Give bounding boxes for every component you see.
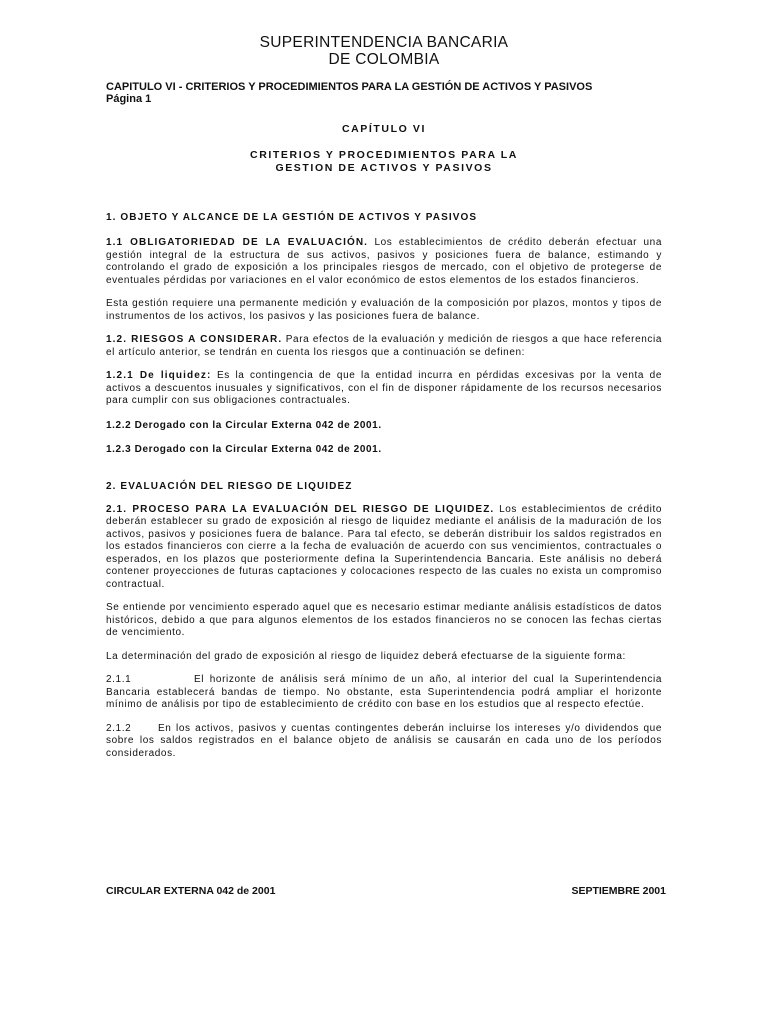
section-1-2-2-derogated: 1.2.2 Derogado con la Circular Externa 042 de 2001.	[106, 419, 382, 431]
section-2-1-paragraph-2: Se entiende por vencimiento esperado aquel que es necesario estimar mediante análisis estadísticos de datos históricos, debido a que para algunos elementos de los estados financieros no se conocen las fechas ciertas de vencimiento.	[106, 602, 662, 638]
section-1-1-paragraph	[106, 237, 662, 287]
section-2-1-paragraph	[106, 504, 662, 592]
institution-title-line2: DE COLOMBIA	[328, 51, 440, 68]
section-2-1-text: Los establecimientos de crédito deberán establecer su grado de exposición al riesgo de liquidez mediante el análisis de la maduración de los activos, pasivos y posiciones fuera de balance. Para tal efecto, se deberán distribuir los saldos registrados en los estados financieros con cierre a la fecha de evaluación de acuerdo con sus vencimientos, contractuales o esperados, en los plazos que posteriormente defina la Superintendencia Bancaria. Este análisis no deberá contener proyecciones de futuras captaciones y colocaciones respecto de las cuales no exista un compromiso contractual.	[106, 503, 662, 590]
section-2-1-1-number: 2.1.1	[106, 674, 132, 685]
section-1-2-text: Para efectos de la evaluación y medición de riesgos a que hace referencia el artículo anterior, se tendrán en cuenta los riesgos que a continuación se definen:	[106, 334, 662, 358]
section-1-2-3-derogated: 1.2.3 Derogado con la Circular Externa 042 de 2001.	[106, 444, 382, 455]
section-1-2-1-text: Es la contingencia de que la entidad incurra en pérdidas excesivas por la venta de activos a descuentos inusuales y significativos, con el fin de disponer rápidamente de los recursos necesarios para cumplir con sus obligaciones contractuales.	[106, 370, 662, 406]
section-2-1-paragraph-3: La determinación del grado de exposición al riesgo de liquidez deberá efectuarse de la siguiente forma:	[106, 650, 626, 662]
section-1-2-1-paragraph	[106, 370, 662, 408]
section-2-1-2-text: En los activos, pasivos y cuentas contingentes deberán incluirse los intereses y/o dividendos que sobre los saldos registrados en el balance objeto de análisis se causarán en cada uno de los períodos considerados.	[106, 722, 662, 759]
footer-date-label: SEPTIEMBRE 2001	[571, 885, 666, 897]
section-1-1-paragraph-2: Esta gestión requiere una permanente medición y evaluación de la composición por plazos, montos y tipos de instrumentos de los activos, los pasivos y las posiciones fuera de balance.	[106, 298, 662, 322]
section-2-heading: 2. EVALUACIÓN DEL RIESGO DE LIQUIDEZ	[106, 480, 353, 492]
chapter-subtitle-line1: CRITERIOS Y PROCEDIMIENTOS PARA LA	[250, 149, 518, 161]
chapter-subtitle-line2: GESTION DE ACTIVOS Y PASIVOS	[275, 162, 493, 174]
section-2-1-2-paragraph	[106, 723, 662, 761]
section-2-1-1-paragraph	[106, 674, 662, 712]
chapter-title: CAPÍTULO VI	[341, 123, 427, 135]
section-1-1-title: 1.1 OBLIGATORIEDAD DE LA EVALUACIÓN.	[106, 237, 369, 248]
running-chapter-header: CAPITULO VI - CRITERIOS Y PROCEDIMIENTOS PARA LA GESTIÓN DE ACTIVOS Y PASIVOS	[106, 81, 593, 93]
footer-circular-label: CIRCULAR EXTERNA 042 de 2001	[106, 885, 276, 897]
section-1-2-title: 1.2. RIESGOS A CONSIDERAR.	[106, 334, 283, 345]
page-number-label: Página 1	[106, 93, 152, 105]
section-2-1-2-number: 2.1.2	[106, 722, 132, 734]
page-footer	[106, 885, 666, 897]
section-1-heading: 1. OBJETO Y ALCANCE DE LA GESTIÓN DE ACTIVOS Y PASIVOS	[106, 212, 478, 223]
section-1-2-1-title: 1.2.1 De liquidez:	[106, 370, 212, 381]
section-2-1-title: 2.1. PROCESO PARA LA EVALUACIÓN DEL RIESGO DE LIQUIDEZ.	[106, 503, 495, 515]
section-1-2-paragraph	[106, 334, 662, 359]
section-2-1-1-text: El horizonte de análisis será mínimo de un año, al interior del cual la Superintendencia Bancaria establecerá bandas de tiempo. No obstante, esta Superintendencia podrá ampliar el horizonte mínimo de análisis por tipo de establecimiento de crédito con base en los estudios que al respecto efectúe.	[106, 674, 662, 710]
institution-title-line1: SUPERINTENDENCIA BANCARIA	[259, 34, 509, 51]
section-1-1-text: Los establecimientos de crédito deberán efectuar una gestión integral de la estructura de sus activos, pasivos y posiciones fuera de balance, estimando y controlando el grado de exposición a los principales riesgos de mercado, con el objetivo de protegerse de eventuales pérdidas por variaciones en el valor económico de estos elementos de los estados financieros.	[106, 237, 662, 286]
document-page	[106, 34, 662, 760]
